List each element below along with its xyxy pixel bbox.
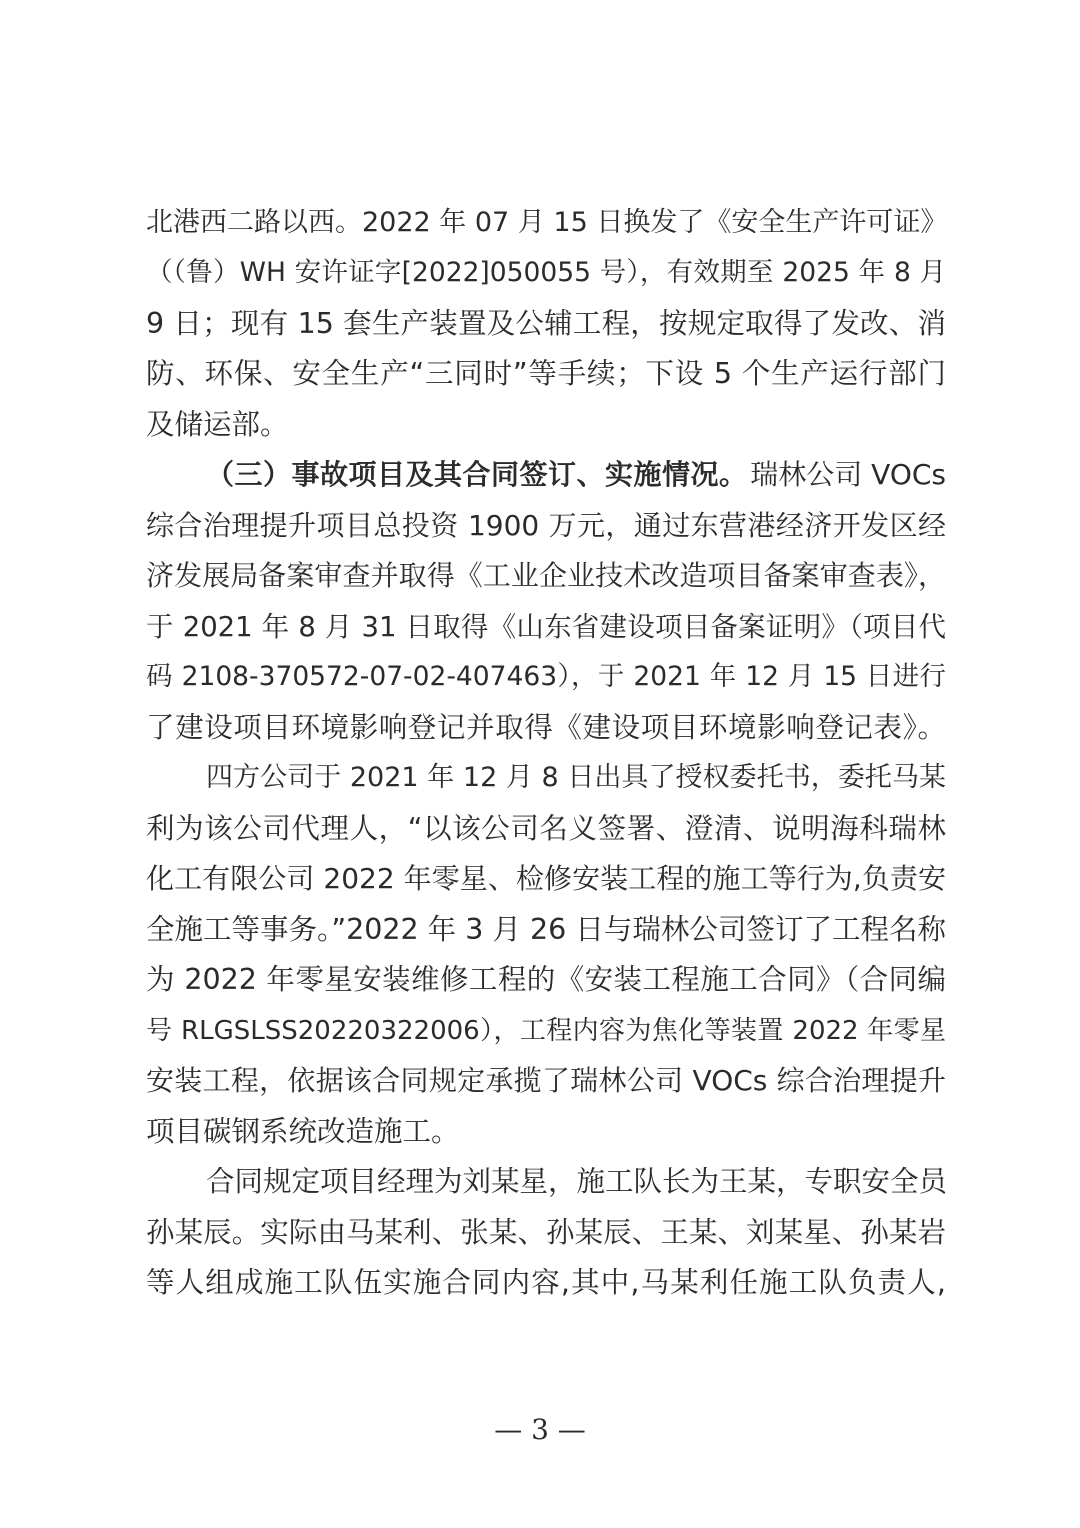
body-line-fragment: 瑞林公司 VOCs bbox=[750, 458, 946, 491]
body-line: 为 2022 年零星安装维修工程的《安装工程施工合同》（合同编 bbox=[146, 963, 946, 996]
body-line: 北港西二路以西。2022 年 07 月 15 日换发了《安全生产许可证》 bbox=[146, 207, 948, 238]
body-line: 项目碳钢系统改造施工。 bbox=[146, 1115, 460, 1148]
body-line: 济发展局备案审查并取得《工业企业技术改造项目备案审查表》， bbox=[146, 559, 946, 592]
body-line: 于 2021 年 8 月 31 日取得《山东省建设项目备案证明》（项目代 bbox=[146, 611, 946, 643]
body-line: 综合治理提升项目总投资 1900 万元，通过东营港经济开发区经 bbox=[146, 509, 946, 542]
body-line: 防、环保、安全生产“三同时”等手续；下设 5 个生产运行部门 bbox=[146, 357, 946, 390]
body-line: 四方公司于 2021 年 12 月 8 日出具了授权委托书，委托马某 bbox=[206, 762, 946, 793]
body-line: 等人组成施工队伍实施合同内容,其中,马某利任施工队负责人, bbox=[146, 1266, 946, 1299]
body-line: 孙某辰。实际由马某利、张某、孙某辰、王某、刘某星、孙某岩 bbox=[146, 1216, 946, 1249]
body-line: 全施工等事务。”2022 年 3 月 26 日与瑞林公司签订了工程名称 bbox=[146, 913, 946, 946]
body-line: 及储运部。 bbox=[146, 408, 289, 441]
body-line: 了建设项目环境影响登记并取得《建设项目环境影响登记表》。 bbox=[146, 711, 946, 744]
body-line: （（鲁）WH 安许证字[2022]050055 号），有效期至 2025 年 8 月 bbox=[146, 257, 946, 288]
section-heading: （三）事故项目及其合同签订、实施情况。 bbox=[206, 458, 748, 491]
body-line: 号 RLGSLSS20220322006），工程内容为焦化等装置 2022 年零星 bbox=[146, 1016, 946, 1046]
body-line: 利为该公司代理人，“以该公司名义签署、澄清、说明海科瑞林 bbox=[146, 812, 946, 845]
body-line: 合同规定项目经理为刘某星，施工队长为王某，专职安全员 bbox=[206, 1165, 948, 1198]
body-line: 9 日；现有 15 套生产装置及公辅工程，按规定取得了发改、消 bbox=[146, 307, 946, 340]
body-line: 安装工程，依据该合同规定承揽了瑞林公司 VOCs 综合治理提升 bbox=[146, 1064, 946, 1097]
body-line: 化工有限公司 2022 年零星、检修安装工程的施工等行为,负责安 bbox=[146, 862, 946, 895]
section-heading-line bbox=[206, 455, 946, 495]
page-number: — 3 — bbox=[494, 1413, 586, 1446]
body-line: 码 2108-370572-07-02-407463），于 2021 年 12 月 15 日进行 bbox=[146, 661, 946, 692]
